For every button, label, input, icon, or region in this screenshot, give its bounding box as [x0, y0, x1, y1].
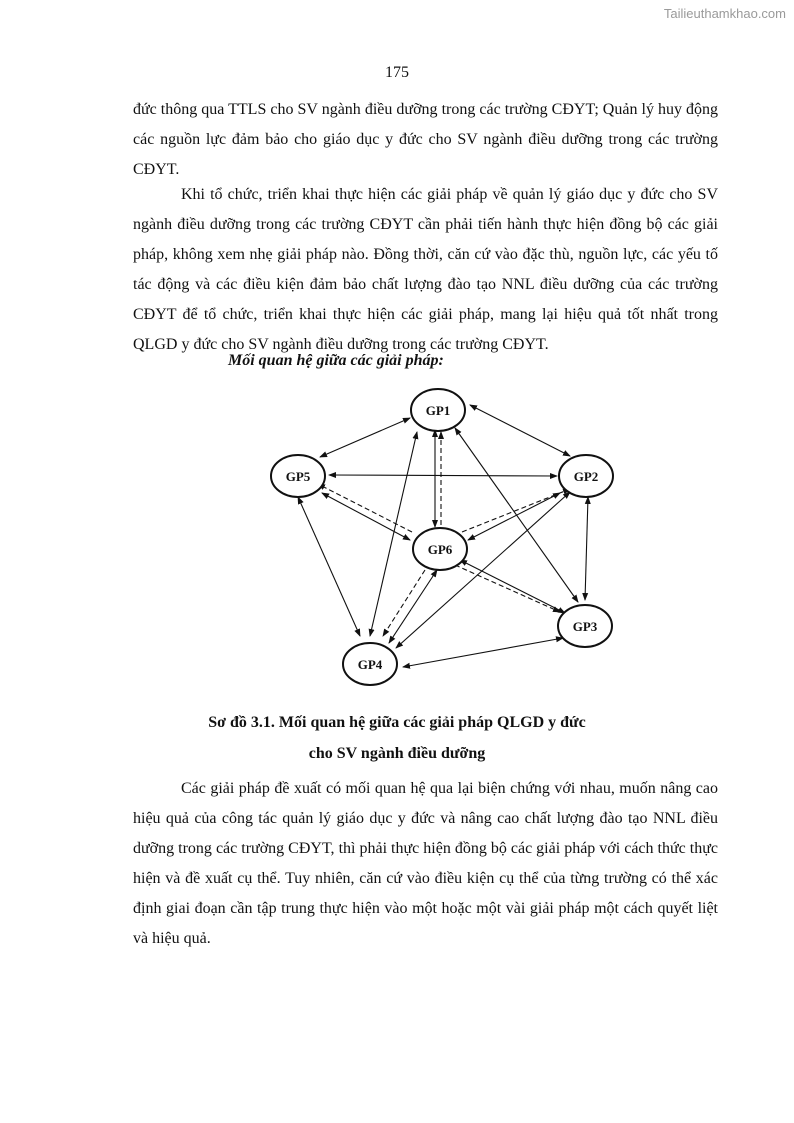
edge-dashed-gp6-gp5: [318, 484, 412, 532]
node-label-gp4: GP4: [357, 657, 383, 672]
figure-caption-line-2: cho SV ngành điều dưỡng: [308, 745, 486, 762]
paragraph-1: đức thông qua TTLS cho SV ngành điều dưỡng trong các trường CĐYT; Quản lý huy động các nguồn lực đảm bảo cho giáo dục y đức cho SV ngành điều dưỡng trong các trường CĐYT.: [133, 101, 718, 178]
edge-dashed-gp6-gp2: [462, 489, 570, 532]
edge-gp6-gp2: [468, 493, 560, 540]
node-label-gp1: GP1: [425, 403, 451, 418]
node-label-gp3: GP3: [572, 619, 598, 634]
node-label-gp5: GP5: [285, 469, 311, 484]
page-number: 175: [385, 64, 409, 81]
edge-gp1-gp4: [370, 432, 417, 636]
edge-gp6-gp3: [460, 560, 565, 613]
edge-gp2-gp3: [585, 497, 588, 600]
edge-dashed-gp6-gp3: [455, 565, 560, 612]
edge-gp1-gp2: [470, 405, 570, 456]
node-label-gp2: GP2: [573, 469, 599, 484]
edge-gp5-gp4: [298, 497, 360, 636]
edge-dashed-gp6-gp4: [383, 570, 425, 636]
edge-gp2-gp4: [396, 492, 570, 648]
edge-gp4-gp3: [403, 638, 563, 667]
figure-caption-line-1: Sơ đồ 3.1. Mối quan hệ giữa các giải pháp QLGD y đức: [208, 714, 586, 731]
paragraph-3: Các giải pháp đề xuất có mối quan hệ qua lại biện chứng với nhau, muốn nâng cao hiệu quả của công tác quản lý giáo dục y đức và nâng cao chất lượng đào tạo NNL điều dưỡng trong các trường CĐYT, thì phải thực hiện đồng bộ các giải pháp với cách thức thực hiện và đề xuất cụ thể. Tuy nhiên, căn cứ vào điều kiện cụ thể của từng trường có thể xác định giai đoạn cần tập trung thực hiện vào một hoặc một vài giải pháp một cách quyết liệt và hiệu quả.: [133, 780, 718, 947]
relationship-diagram: [260, 380, 620, 690]
edge-gp6-gp5: [322, 493, 410, 540]
edge-gp1-gp5: [320, 418, 410, 457]
node-label-gp6: GP6: [427, 542, 453, 557]
watermark: Tailieuthamkhao.com: [663, 6, 786, 21]
paragraph-2: Khi tổ chức, triển khai thực hiện các giải pháp về quản lý giáo dục y đức cho SV ngành điều dưỡng trong các trường CĐYT cần phải tiến hành thực hiện đồng bộ các giải pháp, không xem nhẹ giải pháp nào. Đồng thời, căn cứ vào đặc thù, nguồn lực, các yếu tố tác động và các điều kiện đảm bảo chất lượng đào tạo NNL điều dưỡng của các trường CĐYT để tổ chức, triển khai thực hiện các giải pháp, mang lại hiệu quả tốt nhất trong QLGD y đức cho SV ngành điều dưỡng trong các trường CĐYT.: [133, 186, 718, 353]
edge-gp5-gp2: [329, 475, 557, 476]
diagram-subheading: Mối quan hệ giữa các giải pháp:: [228, 352, 444, 369]
